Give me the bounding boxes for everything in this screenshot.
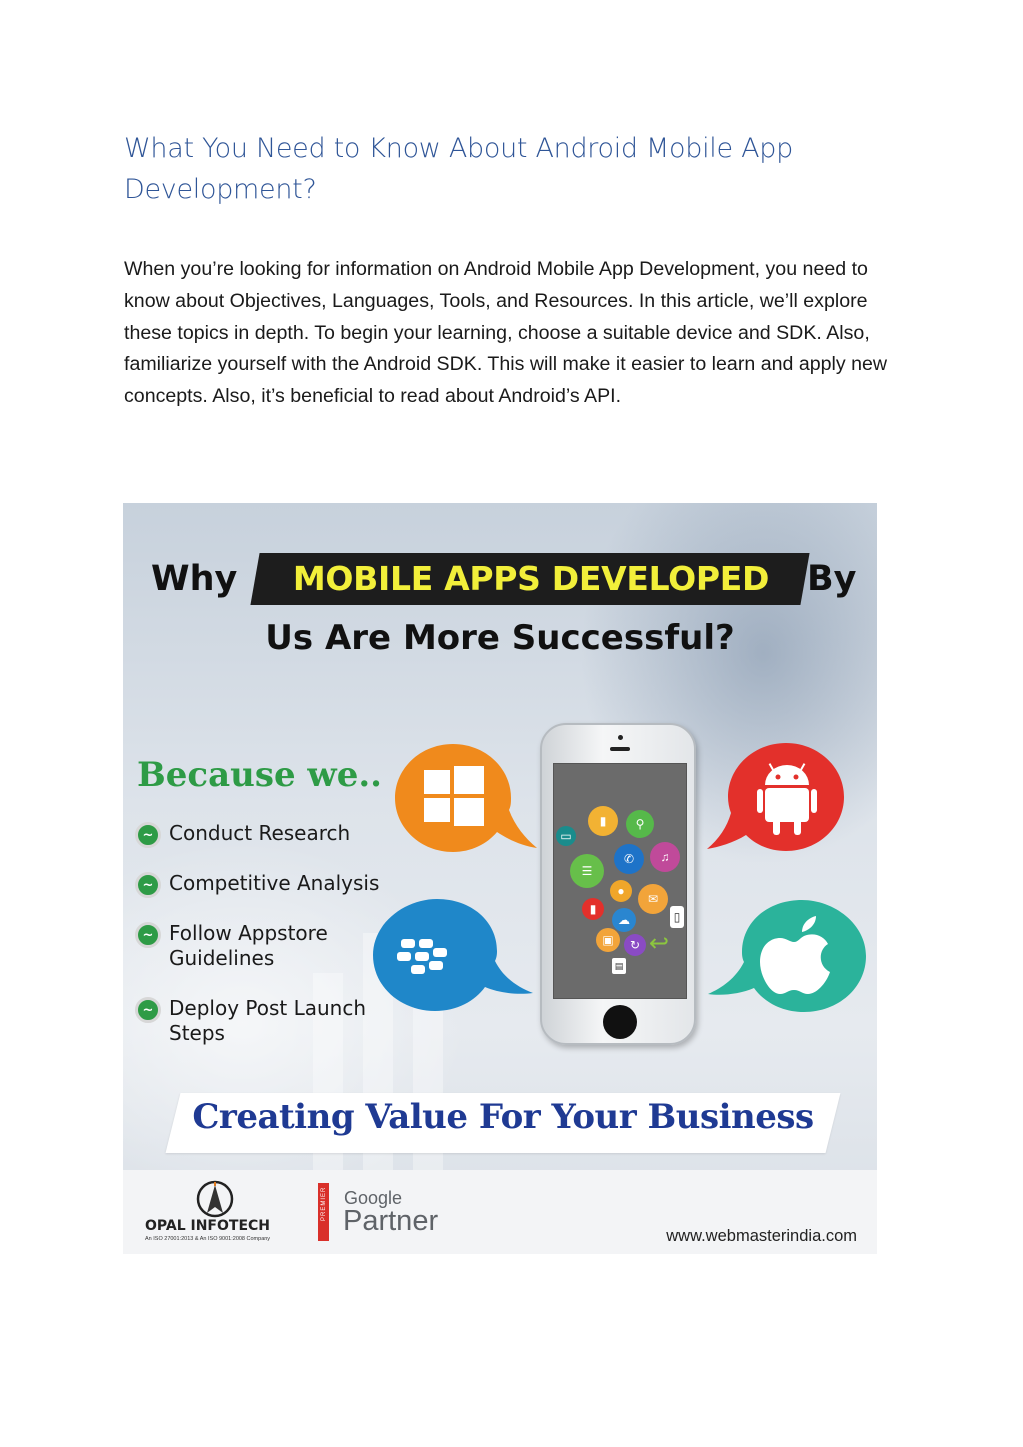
company-certification: An ISO 27001:2013 & An ISO 9001:2008 Company [145, 1236, 271, 1242]
feature-label: Conduct Research [169, 821, 351, 845]
feature-label: Follow Appstore Guidelines [169, 921, 328, 970]
company-name: OPAL INFOTECH [145, 1218, 271, 1234]
premier-label: PREMIER [321, 1186, 327, 1221]
phone-screen [553, 763, 687, 999]
feature-label: Deploy Post Launch Steps [169, 996, 367, 1045]
arrow-up-icon: ↩ [648, 929, 670, 957]
phone-icon: ✆ [614, 844, 644, 874]
mobile-device-icon: ▯ [670, 906, 684, 928]
cloud-icon: ☁ [612, 908, 636, 932]
book-icon: ▮ [588, 806, 618, 836]
smartphone-illustration [540, 723, 696, 1045]
google-label: Google [344, 1188, 403, 1208]
refresh-icon: ↻ [624, 934, 646, 956]
page-title: What You Need to Know About Android Mobile App Development? [124, 133, 793, 205]
user-icon: ● [610, 880, 632, 902]
phone-home-button [603, 1005, 637, 1039]
website-url: www.webmasterindia.com [666, 1227, 857, 1245]
windows-icon [391, 740, 541, 860]
infographic-banner [123, 503, 877, 1254]
monitor-icon: ▭ [556, 826, 576, 846]
headline-why: Why [151, 559, 238, 599]
check-circle-icon: ~ [135, 822, 161, 848]
chat-icon: ☰ [570, 854, 604, 888]
android-icon [703, 739, 848, 859]
because-heading: Because we.. [137, 755, 383, 795]
headline-line-1 [123, 553, 877, 613]
tagline: Creating Value For Your Business [192, 1097, 814, 1137]
mic-icon: ▮ [582, 898, 604, 920]
camera-icon: ▣ [596, 928, 620, 952]
feature-label: Competitive Analysis [169, 871, 380, 895]
phone-speaker [610, 747, 630, 751]
blackberry-icon [367, 895, 537, 1020]
check-circle-icon: ~ [135, 997, 161, 1023]
headline-line-2: Us Are More Successful? [265, 618, 735, 658]
intro-paragraph: When you’re looking for information on Android Mobile App Development, you need to know about Objectives, Languages, Tools, and Resources. In this article, we’ll explore these topics in depth. To begin your learning, choose a suitable device and SDK. Also, familiarize yourself with the Android SDK. This will make it easier to learn and apply new concepts. Also, it’s beneficial to read about Android’s API. [124, 258, 888, 408]
headline-highlight: MOBILE APPS DEVELOPED [292, 559, 770, 598]
partner-label: Partner [343, 1205, 439, 1237]
mail-icon: ✉ [638, 884, 668, 914]
apple-icon [706, 896, 871, 1021]
clipboard-icon: ▤ [612, 958, 626, 974]
phone-camera [618, 735, 623, 740]
check-circle-icon: ~ [135, 922, 161, 948]
search-icon: ⚲ [626, 810, 654, 838]
music-icon: ♫ [650, 842, 680, 872]
check-circle-icon: ~ [135, 872, 161, 898]
headline-by: By [807, 559, 857, 599]
